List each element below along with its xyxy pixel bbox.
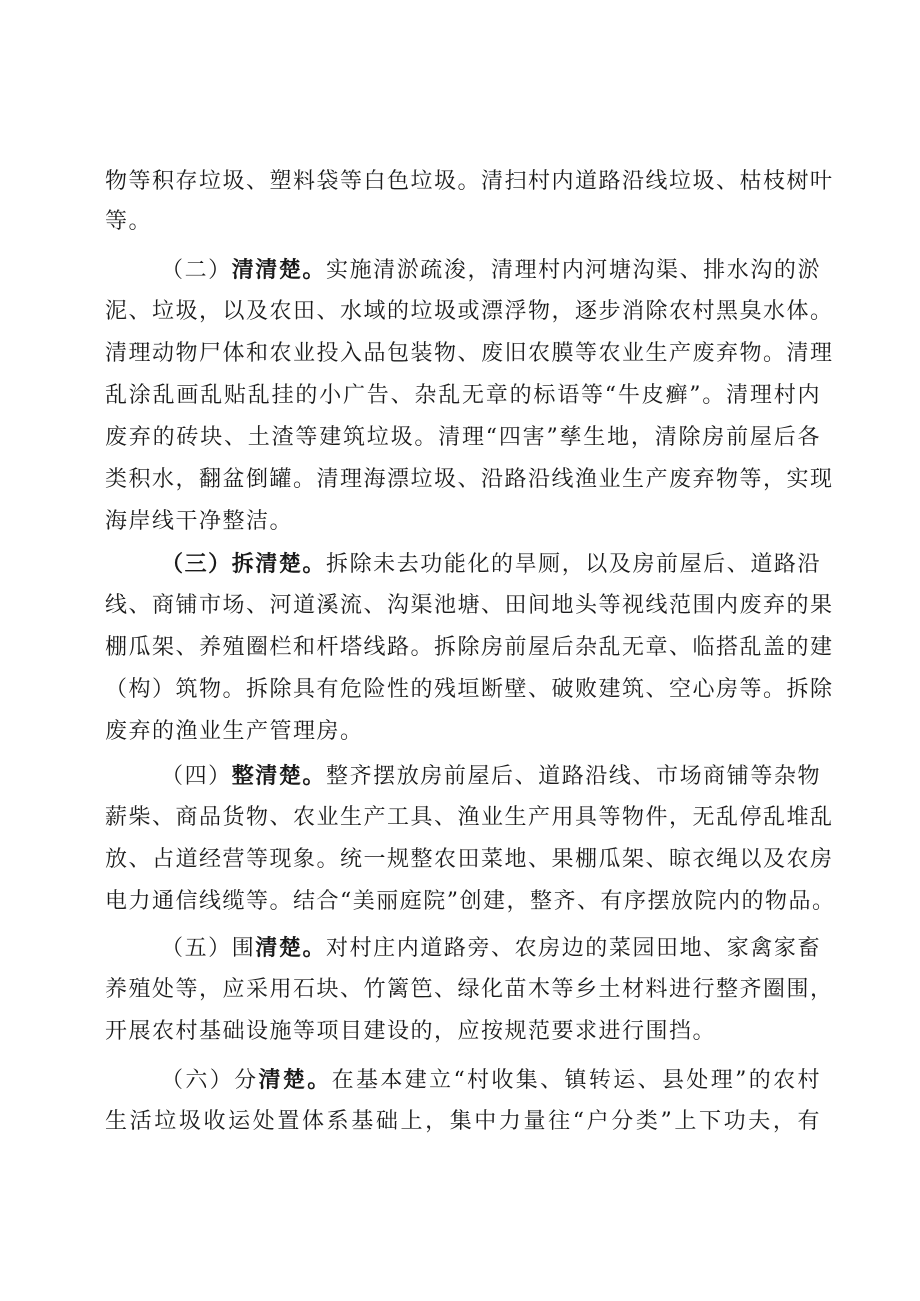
text-line: 废弃的砖块、土渣等建筑垃圾。清理“四害”孳生地，清除房前屋后各 [105, 425, 821, 450]
section-3-first-line [105, 544, 821, 584]
text-line: 电力通信线缆等。结合“美丽庭院”创建，整齐、有序摆放院内的物品。 [105, 889, 836, 914]
text-span: 在基本建立“村收集、镇转运、县处理”的农村 [331, 1068, 821, 1093]
text-span: 拆除未去功能化的旱厕，以及房前屋后、道路沿 [326, 552, 821, 577]
text-line: 物等积存垃圾、塑料袋等白色垃圾。清扫村内道路沿线垃圾、枯枝树叶 [105, 169, 834, 194]
section-heading: 整清楚。 [231, 763, 327, 789]
section-4-first-line [105, 756, 821, 796]
text-span: 对村庄内道路旁、农房边的菜园田地、家禽家畜 [326, 936, 821, 961]
text-line: 生活垃圾收运处置体系基础上，集中力量往“户分类”上下功夫，有 [105, 1109, 821, 1134]
text-line: 薪柴、商品货物、农业生产工具、渔业生产用具等物件，无乱停乱堆乱 [105, 805, 834, 830]
text-line: 棚瓜架、养殖圈栏和杆塔线路。拆除房前屋后杂乱无章、临搭乱盖的建 [105, 635, 834, 660]
text-line: 线、商铺市场、河道溪流、沟渠池塘、田间地头等视线范围内废弃的果 [105, 593, 834, 618]
section-heading: 清清楚。 [231, 257, 327, 283]
text-line: 养殖处等，应采用石块、竹篱笆、绿化苗木等乡土材料进行整齐圈围， [105, 977, 834, 1002]
section-number: （二） [161, 258, 232, 283]
text-line: 清理动物尸体和农业投入品包装物、废旧农膜等农业生产废弃物。清理 [105, 341, 834, 366]
text-span: 实施清淤疏浚，清理村内河塘沟渠、排水沟的淤 [326, 258, 821, 283]
section-heading: 清楚。 [258, 1067, 332, 1093]
text-line: 泥、垃圾，以及农田、水域的垃圾或漂浮物，逐步消除农村黑臭水体。 [105, 299, 834, 324]
text-line: 海岸线干净整洁。 [105, 509, 294, 534]
section-heading: 拆清楚。 [231, 551, 327, 577]
section-2-first-line [105, 250, 821, 290]
section-number: （六）分 [161, 1068, 259, 1093]
text-line: 类积水，翻盆倒罐。清理海漂垃圾、沿路沿线渔业生产废弃物等，实现 [105, 467, 834, 492]
text-line: （构）筑物。拆除具有危险性的残垣断壁、破败建筑、空心房等。拆除 [105, 677, 834, 702]
text-span: 整齐摆放房前屋后、道路沿线、市场商铺等杂物 [326, 764, 821, 789]
section-number: （三） [161, 551, 232, 577]
text-line: 等。 [105, 209, 153, 234]
text-line: 放、占道经营等现象。统一规整农田菜地、果棚瓜架、晾衣绳以及农房 [105, 847, 834, 872]
section-number: （五）围 [161, 936, 256, 961]
section-number: （四） [161, 764, 232, 789]
text-line: 开展农村基础设施等项目建设的，应按规范要求进行围挡。 [105, 1019, 717, 1044]
section-heading: 清楚。 [255, 935, 327, 961]
text-line: 乱涂乱画乱贴乱挂的小广告、杂乱无章的标语等“牛皮癣”。清理村内 [105, 383, 821, 408]
text-line: 废弃的渔业生产管理房。 [105, 719, 364, 744]
section-6-first-line [105, 1060, 821, 1100]
section-5-first-line [105, 928, 821, 968]
